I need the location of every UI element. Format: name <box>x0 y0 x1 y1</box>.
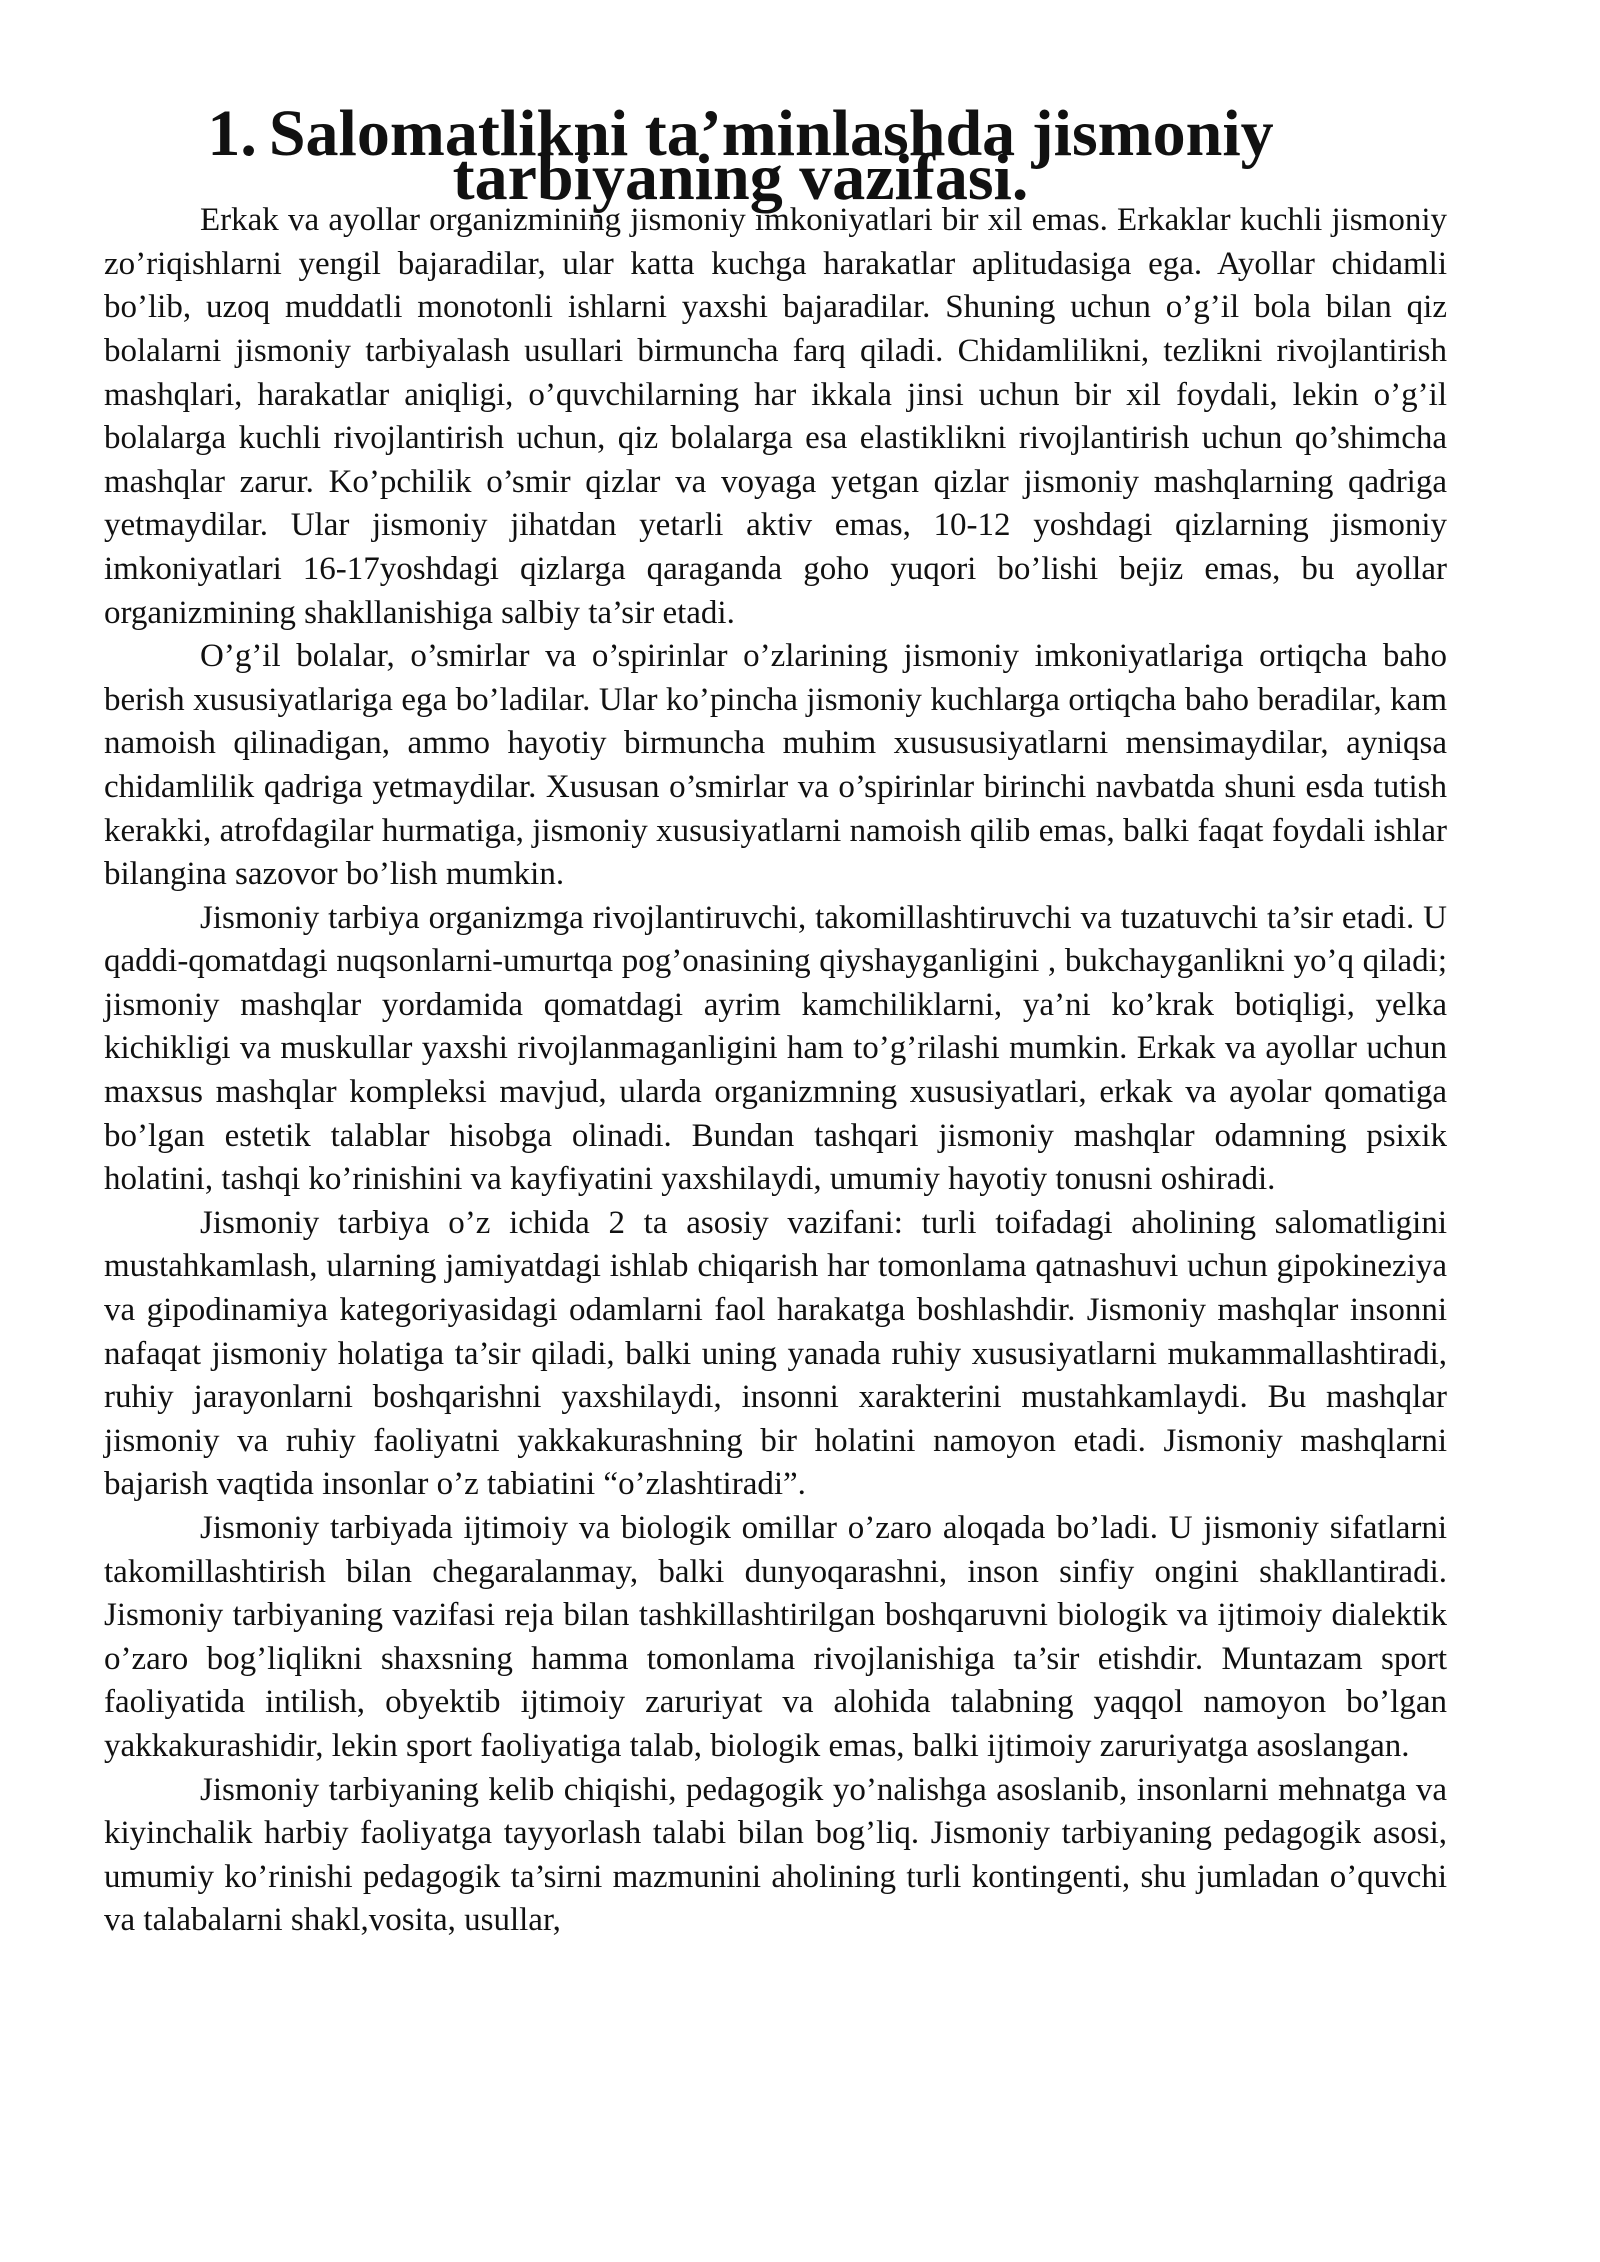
paragraph-2: O’g’il bolalar, o’smirlar va o’spirinlar o’zlarining jismoniy imkoniyatlariga ortiqcha baho berish xususiyatlariga ega bo’ladilar. Ular ko’pincha jismoniy kuchlarga ortiqcha baho beradilar, kam namoish qilinadigan, ammo hayotiy birmuncha muhim xusususiyatlarni mensimaydilar, ayniqsa chidamlilik qadriga yetmaydilar. Xususan o’smirlar va o’spirinlar birinchi navbatda shuni esda tutish kerakki, atrofdagilar hurmatiga, jismoniy xususiyatlarni namoish qilib emas, balki faqat foydali ishlar bilangina sazovor bo’lish mumkin. <box>104 638 1447 893</box>
section-heading <box>104 97 1447 214</box>
paragraph-6: Jismoniy tarbiyaning kelib chiqishi, pedagogik yo’nalishga asoslanib, insonlarni mehnatga va kiyinchalik harbiy faoliyatga tayyorlash talabi bilan bog’liq. Jismoniy tarbiyaning pedagogik asosi, umumiy ko’rinishi pedagogik ta’sirni mazmunini aholining turli kontingenti, shu jumladan o’quvchi va talabalarni shakl,vosita, usullar, <box>104 1771 1447 1939</box>
paragraph-5: Jismoniy tarbiyada ijtimoiy va biologik omillar o’zaro aloqada bo’ladi. U jismoniy sifatlarni takomillashtirish bilan chegaralanmay, balki dunyoqarashni, inson sinfiy ongini shakllantiradi. Jismoniy tarbiyaning vazifasi reja bilan tashkillashtirilgan boshqaruvni biologik va ijtimoiy dialektik o’zaro bog’liqlikni shaxsning hamma tomonlama rivojlanishiga ta’sir etishdir. Muntazam sport faoliyatida intilish, obyektib ijtimoiy zaruriyat va alohida talabning yaqqol namoyon bo’lgan yakkakurashidir, lekin sport faoliyatiga talab, biologik emas, balki ijtimoiy zaruriyatga asoslangan. <box>104 1510 1447 1764</box>
document-page <box>104 97 1447 1943</box>
section-title: Salomatlikni ta’minlashda jismoniy tarbiyaning vazifasi. <box>268 97 1274 214</box>
paragraph-3: Jismoniy tarbiya organizmga rivojlantiruvchi, takomillashtiruvchi va tuzatuvchi ta’sir etadi. U qaddi-qomatdagi nuqsonlarni-umurtqa pog’onasining qiyshayganligini , bukchayganlikni yo’q qiladi; jismoniy mashqlar yordamida qomatdagi ayrim kamchiliklarni, ya’ni ko’krak botiqligi, yelka kichikligi va muskullar yaxshi rivojlanmaganligini ham to’g’rilashi mumkin. Erkak va ayollar uchun maxsus mashqlar kompleksi mavjud, ularda organizmning xususiyatlari, erkak va ayolar qomatiga bo’lgan estetik talablar hisobga olinadi. Bundan tashqari jismoniy mashqlar odamning psixik holatini, tashqi ko’rinishini va kayfiyatini yaxshilaydi, umumiy hayotiy tonusni oshiradi. <box>104 899 1447 1198</box>
section-number: 1. <box>207 97 257 170</box>
paragraph-1: Erkak va ayollar organizmining jismoniy imkoniyatlari bir xil emas. Erkaklar kuchli jismoniy zo’riqishlarni yengil bajaradilar, ular katta kuchga harakatlar aplitudasiga ega. Ayollar chidamli bo’lib, uzoq muddatli monotonli ishlarni yaxshi bajaradilar. Shuning uchun o’g’il bola bilan qiz bolalarni jismoniy tarbiyalash usullari birmuncha farq qiladi. Chidamlilikni, tezlikni rivojlantirish mashqlari, harakatlar aniqligi, o’quvchilarning har ikkala jinsi uchun bir xil foydali, lekin o’g’il bolalarga kuchli rivojlantirish uchun, qiz bolalarga esa elastiklikni rivojlantirish uchun qo’shimcha mashqlar zarur. Ko’pchilik o’smir qizlar va voyaga yetgan qizlar jismoniy mashqlarning qadriga yetmaydilar. Ular jismoniy jihatdan yetarli aktiv emas, 10-12 yoshdagi qizlarning jismoniy imkoniyatlari 16-17yoshdagi qizlarga qaraganda goho yuqori bo’lishi bejiz emas, bu ayollar organizmining shakllanishiga salbiy ta’sir etadi. <box>104 202 1447 631</box>
paragraph-4: Jismoniy tarbiya o’z ichida 2 ta asosiy vazifani: turli toifadagi aholining salomatligini mustahkamlash, ularning jamiyatdagi ishlab chiqarish har tomonlama qatnashuvi uchun gipokineziya va gipodinamiya kategoriyasidagi odamlarni faol harakatga boshlashdir. Jismoniy mashqlar insonni nafaqat jismoniy holatiga ta’sir qiladi, balki uning yanada ruhiy xususiyatlarni mukammallashtiradi, ruhiy jarayonlarni boshqarishni yaxshilaydi, insonni xarakterini mustahkamlaydi. Bu mashqlar jismoniy va ruhiy faoliyatni yakkakurashning bir holatini namoyon etadi. Jismoniy mashqlarni bajarish vaqtida insonlar o’z tabiatini “o’zlashtiradi”. <box>104 1204 1447 1503</box>
